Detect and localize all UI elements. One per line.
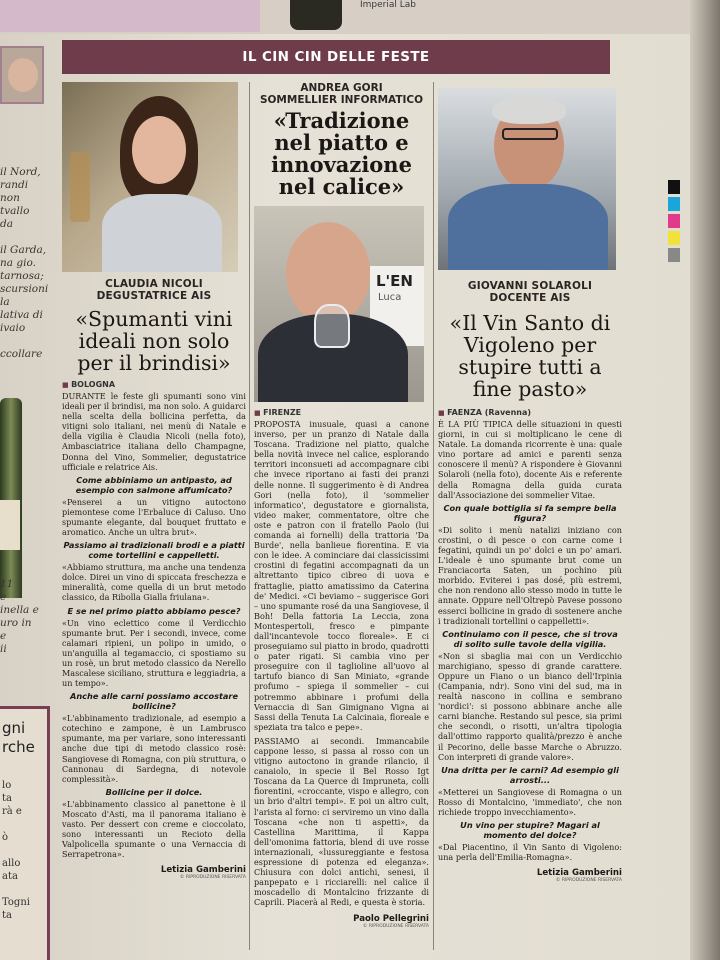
column-rule (433, 82, 434, 950)
top-ad-strip (0, 0, 260, 32)
adjacent-article-strip (0, 40, 58, 960)
column-rule (249, 82, 250, 950)
headline: «Il Vin Santo di Vigoleno per stupire tutti a fine pasto» (449, 311, 611, 401)
photo-sign-text: L'EN (376, 272, 413, 290)
signature: Letizia Gamberini (536, 868, 622, 879)
text-line: il Nord, (0, 166, 41, 178)
section-banner: IL CIN CIN DELLE FESTE (62, 40, 610, 74)
text-line: il Garda, (0, 244, 47, 256)
question: Un vino per stupire? Magari al momento del dolce? (460, 820, 600, 840)
text-line: lativa di (0, 309, 43, 321)
photo-giovanni-solaroli (438, 88, 616, 270)
paragraph: «Un vino eclettico come il Verdicchio spumante brut. Per i secondi, invece, come calamari ripieni, un polipo in umido, o un'anguilla al tegamaccio, ci spostiamo su un rosè, un brut metodo classico da Nerello Mascalese siciliano, struttura e leggiadria, a un tempo». (62, 617, 246, 689)
headline: «Tradizione nel piatto e innovazione nel calice» (271, 108, 412, 199)
dateline: ■ FAENZA (Ravenna) (438, 408, 622, 417)
text-line: scursioni (0, 283, 49, 295)
text-line: uro in (0, 617, 32, 629)
signature: Letizia Gamberini (160, 865, 246, 876)
paragraph: «Di solito i menù natalizi iniziano con crostini, o di pesce o con carne come i fegatini, quindi un po' dolci e un po' amari. L'ideale è uno spumante brut come un Franciacorta Saten, un pochino più morbido. Eviterei i pas dosé, più estremi, che non rendono allo stesso modo in tutte le annate. Oppure nell'Oltrepò Pavese possono esserci bollicine in grado di sostenere anche i tradizionali tortellini o cappelletti». (438, 524, 622, 626)
adjacent-box (0, 706, 50, 960)
caption: GIOVANNI SOLAROLI DOCENTE AIS (467, 280, 593, 304)
page-edge (690, 0, 720, 960)
text-line: ccollare (0, 348, 43, 360)
paragraph: «Non si sbaglia mai con un Verdicchio marchigiano, spesso di grande carattere. Oppure un Fiano o un bianco dell'Irpinia (Campania, ndr). Sono vini del sud, ma in realtà nascono in collina e sembrano 'nordici': si possono abbinare anche alle carni bianche. Restando sul pesce, sia primi che secondi, o risotti, un'altra tipologia dall'ottimo rapporto qualità/prezzo è anche il Pecorino, delle basse Marche o Abruzzo. Con interpreti di grande valore». (438, 650, 622, 762)
text-line: inella e (0, 604, 39, 616)
photo-claudia-nicoli (62, 82, 238, 272)
top-text: Imperial Lab (360, 0, 416, 10)
adjacent-text-a (0, 166, 56, 361)
paragraph: PROPOSTA inusuale, quasi a canone inverso, per un pranzo di Natale dalla Toscana. Tradizione nel piatto, qualche bella novità invece nel calice, esplorando territori inconsueti ad accompagnare cibi che invece riportano ai fasti dei pranzi delle nonne. Il suggerimento è di Andrea Gori (nella foto), il 'sommelier informatico', degustatore e giornalista, video maker, commentatore, oltre che oste e patron con il fratello Paolo (lui comanda ai fornelli) della trattoria 'Da Burde', nella banlieue fiorentina. E via con le idee. A cominciare dai classicissimi crostini di fegatini accompagnati da un altrettanto tipico cibreo di uova e frattaglie, piatto amatissimo da Caterina de' Medici. «Ci beviamo – suggerisce Gori – uno spumante rosé da una Sangiovese, il Boh! Della fattoria La Leccia, zona Montespertoli, fresco e pimpante dall'incantevole tocco floreale». E ci proseguiamo sul piatto in brodo, quadrotti o pater rigati. Si cambia vino per proseguire con il taglioline all'uovo al tartufo bianco di San Miniato, «grande profumo – spiega il sommelier – cui potremmo abbinare i profumi della Vernaccia di San Gimignano Vigna ai Sassi della Tenuta La Calcinaia, floreale e speziata tra talco e pepe». (254, 419, 429, 732)
question: Passiamo ai tradizionali brodi e a piatti come tortellini e cappelletti. (63, 540, 245, 561)
registration-marks (668, 180, 682, 265)
text-line: da (0, 218, 13, 230)
signature: Paolo Pellegrini (353, 913, 429, 924)
dateline: ■ FIRENZE (254, 408, 429, 417)
bottle-image (290, 0, 342, 30)
text-line (0, 231, 56, 244)
text-line (2, 844, 30, 857)
text-line: tarnosa; (0, 270, 44, 282)
question: Anche alle carni possiamo accostare bollicine? (69, 691, 239, 712)
text-line (2, 883, 30, 896)
text-line: ivaio (0, 322, 26, 334)
bottle-image (0, 398, 22, 598)
article-solaroli (438, 82, 622, 883)
photo-sign-text: Luca (378, 292, 402, 303)
paragraph: «Penserei a un vitigno autoctono piemontese come l'Erbaluce di Caluso. Uno spumante elegante, dal bouquet fruttato e aromatico. Anche un ultra brut». (62, 496, 246, 538)
question: Come abbiniamo un antipasto, ad esempio con salmone affumicato? (75, 474, 233, 495)
rights-notice: © RIPRODUZIONE RISERVATA (555, 878, 622, 884)
paragraph: «L'abbinamento tradizionale, ad esempio a cotechino e zampone, è un Lambrusco spumante, ma per variare, sono interessanti anche due tipi di metodo classico rosè: Sangiovese di Romagna, con più struttura, o Cannonau di Sardegna, di notevole complessità». (62, 713, 246, 784)
text-line: allo (2, 858, 21, 869)
text-line: e (0, 630, 7, 642)
adjacent-box-text (2, 779, 30, 922)
paragraph: «L'abbinamento classico al panettone è il Moscato d'Asti, ma il panorama italiano è vasto. Per dessert con creme e cioccolato, sono interessanti un Recioto della Valpolicella spumante o una Vernaccia di Serrapetrona». (62, 798, 246, 860)
text-line: rche (2, 738, 35, 756)
top-strip (0, 0, 690, 34)
question: Continuiamo con il pesce, che si trova di solito sulle tavole della vigilia. (442, 628, 618, 649)
text-line: lo (2, 780, 12, 791)
paragraph: «Metterei un Sangiovese di Romagna o un Rosso di Montalcino, 'immediato', che non richiede troppo invecchiamento». (438, 786, 622, 817)
question: Una dritta per le carni? Ad esempio gli arrosti... (441, 764, 619, 785)
rights-notice: © RIPRODUZIONE RISERVATA (179, 875, 246, 881)
bottle-label (0, 500, 20, 550)
dateline: ■ BOLOGNA (62, 380, 246, 389)
byline-header: ANDREA GORI SOMMELLIER INFORMATICO (259, 82, 424, 106)
paragraph: DURANTE le feste gli spumanti sono vini ideali per il brindisi, ma non solo. A guidarci nella scelta della bollicina perfetta, da vitigni solo italiani, nei menù di Natale e della vigilia è Claudia Nicoli (nella foto), Ambasciatrice italiana dello Champagne, Donna del Vino, Sommelier, degustatrice ufficiale e relatrice Ais. (62, 391, 246, 472)
adjacent-text-b (0, 578, 56, 656)
text-line (0, 335, 56, 348)
adjacent-box-heading (2, 719, 35, 757)
text-line: 11 (0, 578, 14, 590)
text-line: Togni (2, 897, 30, 908)
text-line: rà e (2, 806, 22, 817)
paragraph: «Dal Piacentino, il Vin Santo di Vigoleno: una perla dell'Emilia-Romagna». (438, 842, 622, 863)
text-line: ta (2, 793, 12, 804)
headline: «Spumanti vini ideali non solo per il brindisi» (75, 307, 233, 375)
paragraph: È LA PIÙ TIPICA delle situazioni in questi giorni, in cui si moltiplicano le cene di Natale. La domanda ricorrente è una: quale vino portare ad amici e parenti senza conoscere il menù? A rispondere è Giovanni Solaroli (nella foto), docente Ais e referente della Romagna della guida curata dall'Associazione dei sommelier Vitae. (438, 419, 622, 500)
text-line: gni (2, 719, 26, 737)
article-gori (254, 82, 429, 929)
article-nicoli (62, 82, 246, 880)
paragraph: «Abbiamo struttura, ma anche una tendenza dolce. Direi un vino di spiccata freschezza e mineralità, come quella di un brut metodo classico, da Ribolla Gialla friulana». (62, 562, 246, 603)
text-line: ii (0, 643, 7, 655)
question: Bollicine per il dolce. (105, 786, 203, 797)
question: E se nel primo piatto abbiamo pesce? (67, 605, 241, 616)
text-line: e (0, 591, 7, 603)
text-line: ata (2, 871, 18, 882)
paragraph: PASSIAMO ai secondi. Immancabile cappone lesso, si passa al rosso con un vitigno autoctono in grande rilancio, il canaiolo, in specie il Bel Rosso Igt Toscana da La Querce di Impruneta, colli fiorentini, «croccante, vispo e allegro, con un brio d'altri tempi». E poi un altro cult, l'arista al forno: ci serviremo un vino dalla Toscana «che non ti aspetti», da Castellina Marittima, il Kappa dell'omonima fattoria, blend di uve rosse internazionali, «lussureggiante e festosa espressione di potenza ed eleganza». Chiusura con dolci antichi, senesi, il panpepato e i ricciarelli: nel calice il moscadello di Montalcino frizzante di Caprili. Piacerà al Redi, e questa è storia. (254, 735, 429, 908)
text-line (2, 818, 30, 831)
caption: CLAUDIA NICOLI DEGUSTATRICE AIS (96, 278, 212, 302)
text-line: tvallo (0, 205, 30, 217)
text-line: ta (2, 910, 12, 921)
text-line: non (0, 192, 20, 204)
text-line: ò (2, 832, 9, 843)
question: Con quale bottiglia si fa sempre bella figura? (443, 502, 617, 523)
text-line: na gio. (0, 257, 36, 269)
adjacent-photo (0, 46, 44, 104)
photo-andrea-gori (254, 206, 424, 402)
rights-notice: © RIPRODUZIONE RISERVATA (362, 923, 429, 929)
text-line: randi (0, 179, 29, 191)
text-line: la (0, 296, 10, 308)
